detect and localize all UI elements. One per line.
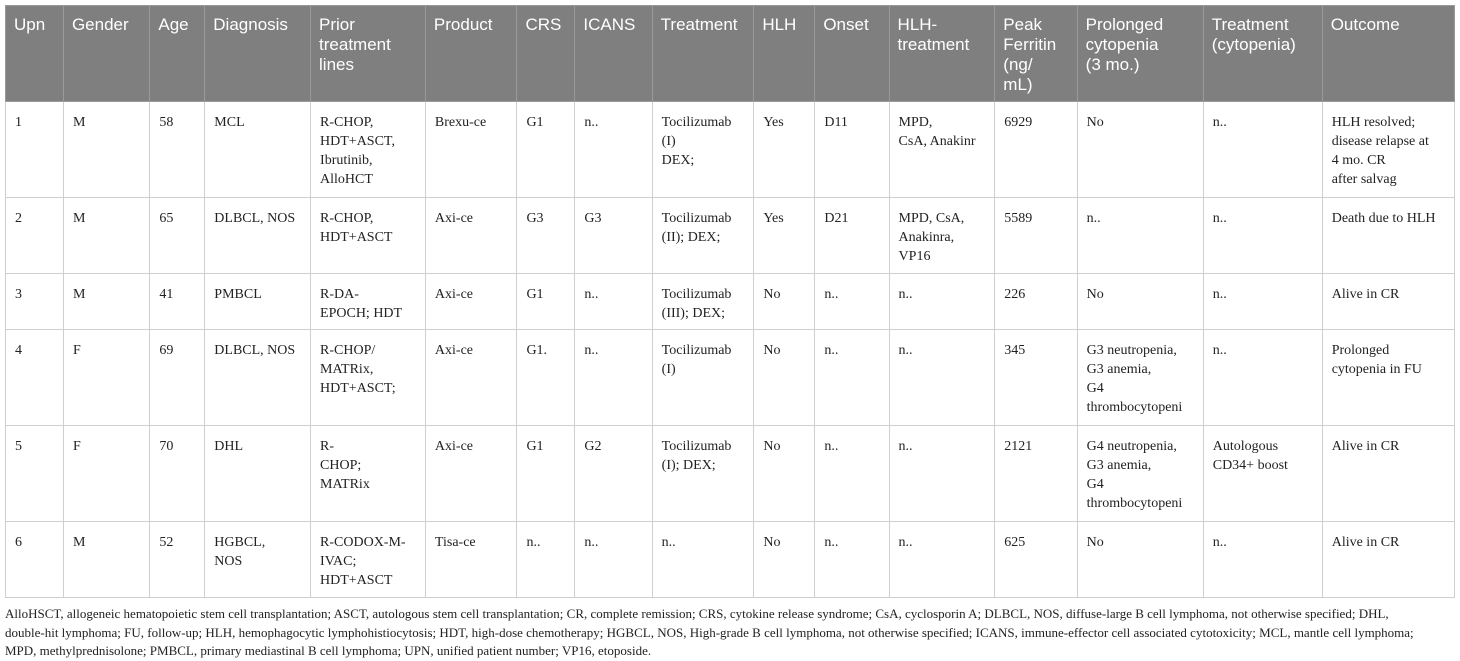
cell-text-line: NOS <box>214 554 243 569</box>
cell-text-line: n.. <box>824 439 839 454</box>
header-text-line: Onset <box>823 15 869 34</box>
cell-hlh-treatment <box>889 274 995 330</box>
cell-text-line: G1 <box>526 287 544 302</box>
cell-prior-treatment-lines <box>311 274 426 330</box>
cell-gender <box>63 198 149 274</box>
cell-icans <box>575 522 652 598</box>
header-text-line: Peak <box>1003 15 1043 34</box>
footnote-line: double-hit lymphoma; FU, follow-up; HLH, hemophagocytic lymphohistiocytosis; HDT, high-dose chemotherapy; HGBCL, NOS, High-grade B cell lymphoma, not otherwise specified; ICANS, immune-effector cell associated cytotoxicity; MCL, mantle cell lymphoma; <box>5 624 1414 640</box>
table-row <box>6 198 1455 274</box>
cell-text-line: n.. <box>584 287 599 302</box>
cell-text-line: n.. <box>824 287 839 302</box>
cell-text-line: No <box>763 287 781 302</box>
cell-upn <box>6 274 64 330</box>
cell-text-line: MATRix <box>320 477 370 492</box>
cell-text-line: 70 <box>159 439 174 454</box>
cell-treatment <box>652 426 754 522</box>
cell-text-line: No <box>763 535 781 550</box>
cell-hlh <box>754 102 815 198</box>
cell-text-line: Autologous <box>1212 439 1279 454</box>
table-row <box>6 330 1455 426</box>
cell-text-line: Tocilizumab <box>661 211 732 226</box>
cell-text-line: 5 <box>15 439 22 454</box>
cell-text-line: D21 <box>824 211 849 226</box>
cell-upn <box>6 102 64 198</box>
cell-text-line: 4 mo. CR <box>1331 153 1386 168</box>
cell-text-line: 4 <box>15 343 22 358</box>
cell-text-line: n.. <box>898 343 913 358</box>
cell-gender <box>63 102 149 198</box>
cell-icans <box>575 426 652 522</box>
cell-text-line: HLH resolved; <box>1331 115 1416 130</box>
header-text-line: Diagnosis <box>213 15 288 34</box>
column-header-onset <box>815 6 889 102</box>
cell-text-line: G1 <box>526 115 544 130</box>
header-text-line: ICANS <box>583 15 636 34</box>
cell-text-line: cytopenia in FU <box>1331 362 1422 377</box>
cell-treatment-cytopenia <box>1203 198 1322 274</box>
header-text-line: Treatment <box>1211 15 1289 34</box>
cell-text-line: HDT+ASCT; <box>320 381 396 396</box>
cell-text-line: AlloHCT <box>320 172 373 187</box>
cell-text-line: 6 <box>15 535 22 550</box>
cell-text-line: MCL <box>214 115 245 130</box>
header-text-line: (cytopenia) <box>1211 35 1296 54</box>
cell-prior-treatment-lines <box>311 102 426 198</box>
cell-outcome <box>1322 274 1454 330</box>
cell-text-line: Anakinra, <box>898 230 955 245</box>
cell-text-line: 625 <box>1004 535 1026 550</box>
cell-outcome <box>1322 102 1454 198</box>
cell-hlh <box>754 274 815 330</box>
header-text-line: Outcome <box>1330 15 1400 34</box>
cell-text-line: MPD, <box>898 115 933 130</box>
cell-prior-treatment-lines <box>311 198 426 274</box>
cell-product <box>425 198 517 274</box>
cell-text-line: n.. <box>898 439 913 454</box>
cell-text-line: G3 anemia, <box>1086 362 1152 377</box>
header-text-line: Product <box>433 15 493 34</box>
cell-text-line: Yes <box>763 211 784 226</box>
cell-product <box>425 522 517 598</box>
cell-text-line: G2 <box>584 439 602 454</box>
cell-hlh-treatment <box>889 330 995 426</box>
cell-treatment-cytopenia <box>1203 102 1322 198</box>
header-text-line: HLH- <box>897 15 938 34</box>
footnote-line: AlloHSCT, allogeneic hematopoietic stem cell transplantation; ASCT, autologous stem cell transplantation; CR, complete remission; CRS, cytokine release syndrome; CsA, cyclosporin A; DLBCL, NOS, diffuse-large B cell lymphoma, not otherwise specified; DHL, <box>5 606 1389 621</box>
cell-text-line: CD34+ boost <box>1212 458 1288 473</box>
table-row <box>6 522 1455 598</box>
cell-text-line: F <box>72 439 81 454</box>
footnote-line: MPD, methylprednisolone; PMBCL, primary mediastinal B cell lymphoma; UPN, unified patient number; VP16, etoposide. <box>5 643 652 658</box>
cell-peak-ferritin <box>995 522 1077 598</box>
header-text-line: Prior <box>319 15 355 34</box>
table-row <box>6 426 1455 522</box>
cell-text-line: HGBCL, <box>214 535 266 550</box>
cell-age <box>150 198 205 274</box>
cell-text-line: R-CHOP/ <box>320 343 376 358</box>
cell-text-line: Axi-ce <box>434 439 474 454</box>
cell-product <box>425 102 517 198</box>
table-row <box>6 274 1455 330</box>
cell-text-line: DLBCL, NOS <box>214 211 296 226</box>
cell-text-line: n.. <box>1212 535 1227 550</box>
cell-crs <box>517 102 575 198</box>
cell-gender <box>63 274 149 330</box>
cell-text-line: Ibrutinib, <box>320 153 373 168</box>
cell-crs <box>517 274 575 330</box>
cell-text-line: (I); DEX; <box>661 458 716 473</box>
cell-hlh-treatment <box>889 102 995 198</box>
cell-treatment <box>652 522 754 598</box>
cell-crs <box>517 198 575 274</box>
cell-text-line: 58 <box>159 115 174 130</box>
cell-text-line: 2121 <box>1004 439 1033 454</box>
cell-icans <box>575 102 652 198</box>
cell-text-line: No <box>763 343 781 358</box>
cell-onset <box>815 522 889 598</box>
cell-text-line: after salvag <box>1331 172 1397 187</box>
cell-text-line: CsA, Anakinr <box>898 134 976 149</box>
cell-text-line: DEX; <box>661 153 695 168</box>
cell-age <box>150 522 205 598</box>
cell-text-line: n.. <box>584 115 599 130</box>
cell-text-line: disease relapse at <box>1331 134 1429 149</box>
cell-treatment <box>652 102 754 198</box>
cell-text-line: M <box>72 115 86 130</box>
cell-treatment <box>652 330 754 426</box>
column-header-peak-ferritin <box>995 6 1077 102</box>
cell-text-line: R- <box>320 439 335 454</box>
cell-prior-treatment-lines <box>311 426 426 522</box>
cell-text-line: Alive in CR <box>1331 287 1400 302</box>
header-text-line: Ferritin <box>1003 35 1057 54</box>
column-header-crs <box>517 6 575 102</box>
cell-text-line: G4 neutropenia, <box>1086 439 1177 454</box>
cell-hlh <box>754 330 815 426</box>
cell-hlh-treatment <box>889 426 995 522</box>
cell-upn <box>6 198 64 274</box>
cell-treatment <box>652 274 754 330</box>
cell-peak-ferritin <box>995 330 1077 426</box>
cell-peak-ferritin <box>995 426 1077 522</box>
cell-crs <box>517 330 575 426</box>
cell-diagnosis <box>205 426 311 522</box>
cell-text-line: Tocilizumab <box>661 439 732 454</box>
cell-text-line: Death due to HLH <box>1331 211 1436 226</box>
cell-gender <box>63 330 149 426</box>
cell-hlh-treatment <box>889 198 995 274</box>
cell-text-line: MPD, CsA, <box>898 211 965 226</box>
column-header-hlh-treatment <box>889 6 995 102</box>
cell-text-line: thrombocytopeni <box>1086 400 1183 415</box>
cell-text-line: n.. <box>824 343 839 358</box>
cell-text-line: G3 <box>584 211 602 226</box>
cell-text-line: CHOP; <box>320 458 362 473</box>
cell-text-line: n.. <box>526 535 541 550</box>
column-header-hlh <box>754 6 815 102</box>
cell-text-line: 52 <box>159 535 174 550</box>
cell-prolonged-cytopenia <box>1077 274 1203 330</box>
header-text-line: cytopenia <box>1085 35 1159 54</box>
header-text-line: CRS <box>525 15 562 34</box>
cell-text-line: HDT+ASCT <box>320 573 393 588</box>
cell-peak-ferritin <box>995 198 1077 274</box>
cell-text-line: Prolonged <box>1331 343 1390 358</box>
cell-text-line: PMBCL <box>214 287 262 302</box>
table-row <box>6 102 1455 198</box>
cell-upn <box>6 522 64 598</box>
cell-text-line: Yes <box>763 115 784 130</box>
cell-outcome <box>1322 426 1454 522</box>
cell-text-line: Tocilizumab <box>661 343 732 358</box>
cell-text-line: Brexu-ce <box>434 115 487 130</box>
cell-text-line: Axi-ce <box>434 287 474 302</box>
cell-text-line: G3 <box>526 211 544 226</box>
column-header-treatment <box>652 6 754 102</box>
cell-hlh <box>754 522 815 598</box>
table-body <box>6 102 1455 598</box>
column-header-outcome <box>1322 6 1454 102</box>
cell-text-line: R-CHOP, <box>320 211 374 226</box>
cell-product <box>425 274 517 330</box>
cell-icans <box>575 330 652 426</box>
header-text-line: HLH <box>762 15 797 34</box>
cell-diagnosis <box>205 330 311 426</box>
cell-text-line: Tisa-ce <box>434 535 476 550</box>
cell-text-line: (III); DEX; <box>661 306 726 321</box>
cell-outcome <box>1322 330 1454 426</box>
column-header-prior-treatment-lines <box>311 6 426 102</box>
column-header-prolonged-cytopenia <box>1077 6 1203 102</box>
cell-text-line: n.. <box>824 535 839 550</box>
cell-text-line: M <box>72 211 86 226</box>
cell-text-line: Tocilizumab <box>661 115 732 130</box>
footnote <box>5 605 1455 661</box>
cell-text-line: G3 anemia, <box>1086 458 1152 473</box>
cell-text-line: n.. <box>1212 115 1227 130</box>
cell-icans <box>575 198 652 274</box>
cell-text-line: n.. <box>1086 211 1101 226</box>
cell-text-line: Alive in CR <box>1331 439 1400 454</box>
header-text-line: (ng/ <box>1003 55 1033 74</box>
cell-onset <box>815 330 889 426</box>
cell-text-line: IVAC; <box>320 554 357 569</box>
cell-onset <box>815 102 889 198</box>
column-header-gender <box>63 6 149 102</box>
cell-text-line: 65 <box>159 211 174 226</box>
cell-text-line: MATRix, <box>320 362 374 377</box>
header-text-line: Gender <box>71 15 129 34</box>
cell-treatment-cytopenia <box>1203 426 1322 522</box>
cell-text-line: n.. <box>1212 343 1227 358</box>
cell-text-line: VP16 <box>898 249 931 264</box>
cell-hlh <box>754 198 815 274</box>
cell-text-line: Tocilizumab <box>661 287 732 302</box>
cell-text-line: 69 <box>159 343 174 358</box>
cell-text-line: 5589 <box>1004 211 1033 226</box>
cell-prolonged-cytopenia <box>1077 330 1203 426</box>
cell-text-line: DHL <box>214 439 244 454</box>
column-header-product <box>425 6 517 102</box>
header-text-line: Age <box>158 15 189 34</box>
cell-text-line: HDT+ASCT <box>320 230 393 245</box>
cell-text-line: No <box>1086 535 1104 550</box>
cell-diagnosis <box>205 198 311 274</box>
cell-text-line: Axi-ce <box>434 211 474 226</box>
cell-age <box>150 426 205 522</box>
cell-age <box>150 102 205 198</box>
header-text-line: treatment <box>319 35 391 54</box>
cell-text-line: R-DA- <box>320 287 359 302</box>
cell-text-line: R-CODOX-M- <box>320 535 406 550</box>
cell-text-line: n.. <box>1212 211 1227 226</box>
cell-hlh-treatment <box>889 522 995 598</box>
cell-text-line: (II); DEX; <box>661 230 721 245</box>
cell-peak-ferritin <box>995 102 1077 198</box>
cell-upn <box>6 426 64 522</box>
cell-text-line: G4 <box>1086 477 1104 492</box>
cell-prolonged-cytopenia <box>1077 426 1203 522</box>
cell-text-line: n.. <box>898 287 913 302</box>
cell-text-line: D11 <box>824 115 848 130</box>
header-text-line: Treatment <box>660 15 738 34</box>
cell-text-line: 345 <box>1004 343 1026 358</box>
cell-text-line: G1 <box>526 439 544 454</box>
cell-product <box>425 426 517 522</box>
cell-text-line: R-CHOP, <box>320 115 374 130</box>
cell-treatment-cytopenia <box>1203 522 1322 598</box>
cell-age <box>150 330 205 426</box>
cell-text-line: n.. <box>898 535 913 550</box>
header-text-line: Prolonged <box>1085 15 1164 34</box>
cell-text-line: No <box>763 439 781 454</box>
cell-prior-treatment-lines <box>311 330 426 426</box>
cell-text-line: Axi-ce <box>434 343 474 358</box>
cell-crs <box>517 426 575 522</box>
cell-text-line: G1. <box>526 343 548 358</box>
cell-text-line: 226 <box>1004 287 1026 302</box>
cell-treatment-cytopenia <box>1203 274 1322 330</box>
cell-age <box>150 274 205 330</box>
cell-upn <box>6 330 64 426</box>
cell-text-line: HDT+ASCT, <box>320 134 395 149</box>
cell-icans <box>575 274 652 330</box>
cell-text-line: M <box>72 535 86 550</box>
cell-text-line: DLBCL, NOS <box>214 343 296 358</box>
cell-crs <box>517 522 575 598</box>
cell-text-line: F <box>72 343 81 358</box>
cell-onset <box>815 198 889 274</box>
column-header-upn <box>6 6 64 102</box>
column-header-treatment-cytopenia <box>1203 6 1322 102</box>
cell-text-line: 2 <box>15 211 22 226</box>
column-header-age <box>150 6 205 102</box>
cell-diagnosis <box>205 274 311 330</box>
cell-text-line: 6929 <box>1004 115 1033 130</box>
cell-prolonged-cytopenia <box>1077 102 1203 198</box>
cell-text-line: No <box>1086 115 1104 130</box>
cell-text-line: 1 <box>15 115 22 130</box>
cell-text-line: G4 <box>1086 381 1104 396</box>
cell-outcome <box>1322 522 1454 598</box>
cell-onset <box>815 274 889 330</box>
cell-text-line: n.. <box>584 343 599 358</box>
cell-text-line: n.. <box>661 535 676 550</box>
cell-gender <box>63 522 149 598</box>
column-header-diagnosis <box>205 6 311 102</box>
cell-treatment-cytopenia <box>1203 330 1322 426</box>
cell-prior-treatment-lines <box>311 522 426 598</box>
cell-text-line: G3 neutropenia, <box>1086 343 1177 358</box>
cell-diagnosis <box>205 522 311 598</box>
header-text-line: lines <box>319 55 354 74</box>
table-header-row <box>6 6 1455 102</box>
cell-product <box>425 330 517 426</box>
header-text-line: (3 mo.) <box>1085 55 1140 74</box>
cell-peak-ferritin <box>995 274 1077 330</box>
cell-text-line: n.. <box>1212 287 1227 302</box>
cell-prolonged-cytopenia <box>1077 198 1203 274</box>
cell-hlh <box>754 426 815 522</box>
header-text-line: treatment <box>897 35 970 54</box>
cell-text-line: M <box>72 287 86 302</box>
cell-treatment <box>652 198 754 274</box>
cell-text-line: thrombocytopeni <box>1086 496 1183 511</box>
cell-text-line: (I) <box>661 362 676 377</box>
header-text-line: mL) <box>1003 75 1033 94</box>
column-header-icans <box>575 6 652 102</box>
cell-text-line: Alive in CR <box>1331 535 1400 550</box>
patient-table <box>5 5 1455 598</box>
cell-text-line: 3 <box>15 287 22 302</box>
cell-onset <box>815 426 889 522</box>
cell-text-line: n.. <box>584 535 599 550</box>
cell-diagnosis <box>205 102 311 198</box>
table-container <box>5 5 1455 661</box>
cell-prolonged-cytopenia <box>1077 522 1203 598</box>
cell-text-line: 41 <box>159 287 174 302</box>
header-text-line: Upn <box>14 15 46 34</box>
cell-outcome <box>1322 198 1454 274</box>
cell-text-line: No <box>1086 287 1104 302</box>
cell-text-line: EPOCH; HDT <box>320 306 403 321</box>
cell-text-line: (I) <box>661 134 676 149</box>
cell-gender <box>63 426 149 522</box>
